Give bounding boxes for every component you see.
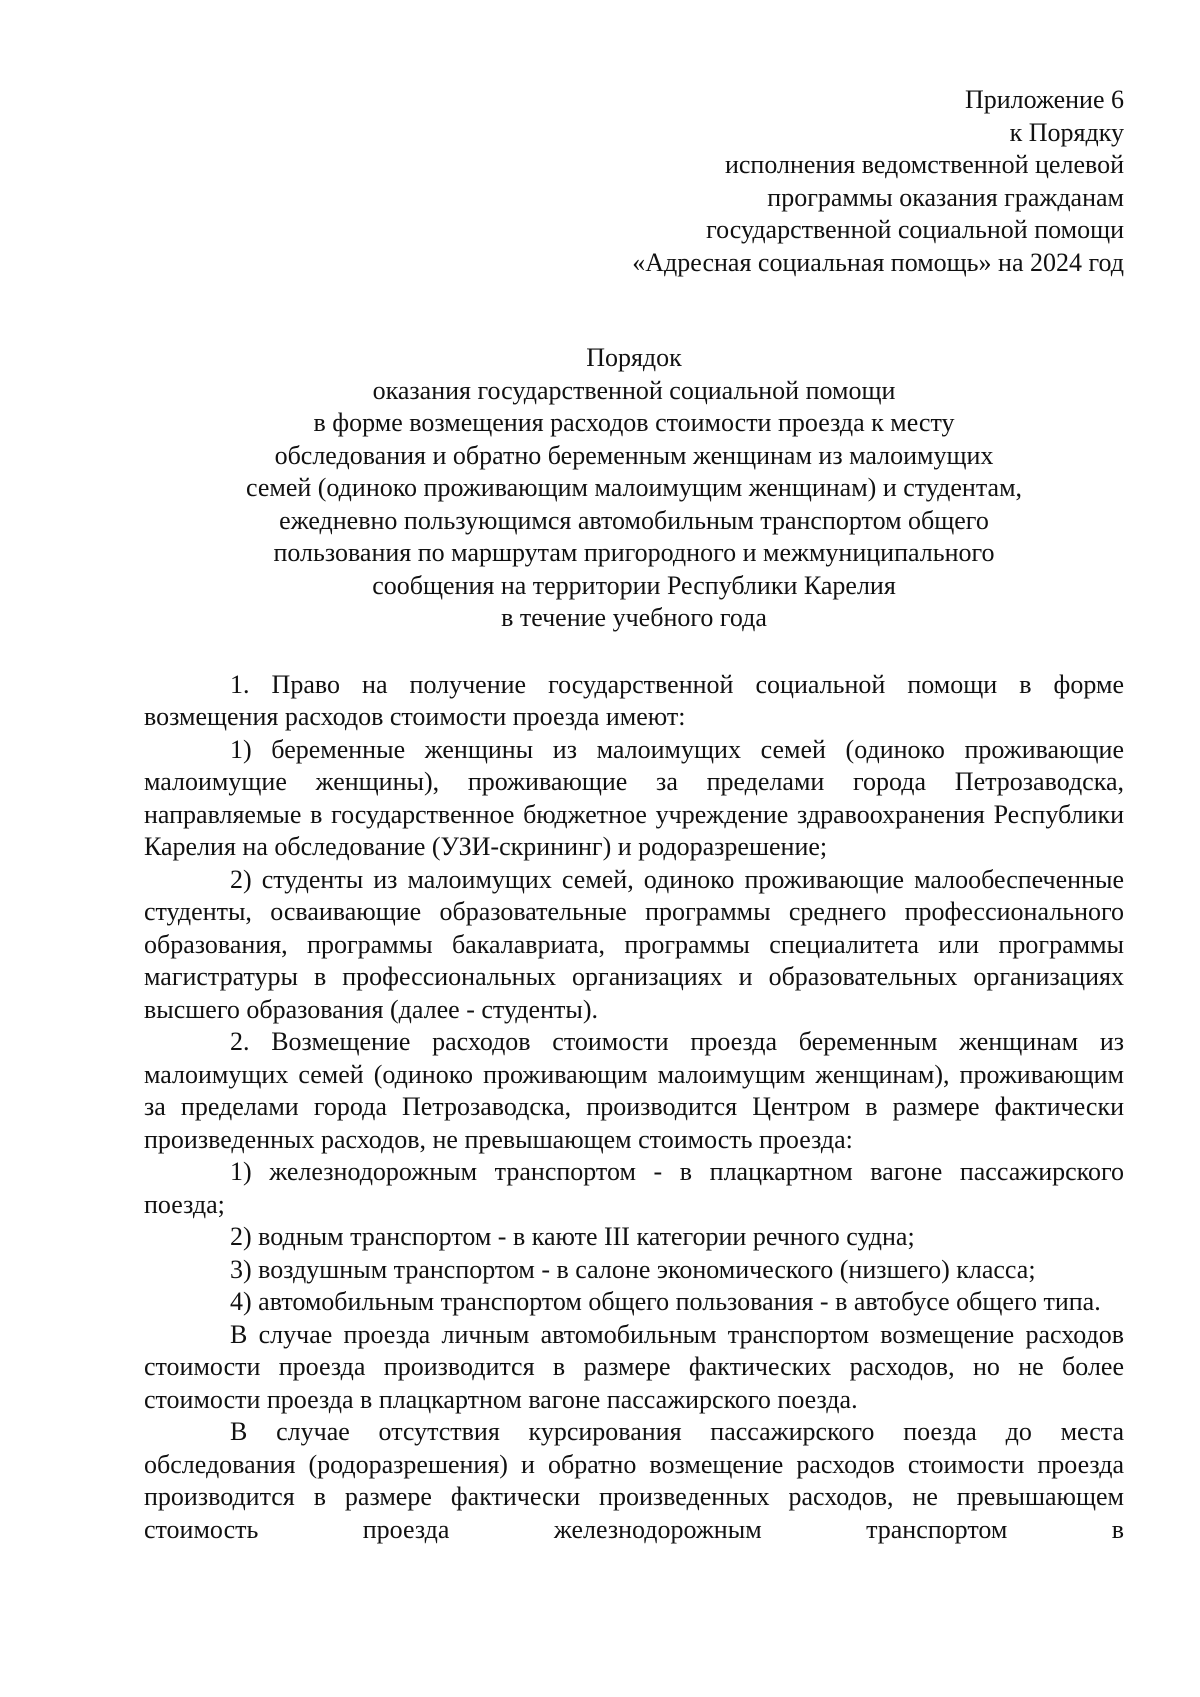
body-paragraph: 1. Право на получение государственной социальной помощи в форме возмещения расходов стоимости проезда имеют: — [144, 669, 1124, 731]
title-line: сообщения на территории Республики Карелия — [372, 570, 896, 600]
title-line: оказания государственной социальной помощи — [372, 375, 896, 405]
title-line: ежедневно пользующимся автомобильным транспортом общего — [279, 505, 989, 535]
body-paragraph: 2) студенты из малоимущих семей, одиноко проживающие малообеспеченные студенты, осваивающие образовательные программы среднего профессионального образования, программы бакалавриата, программы специалитета или программы магистратуры в профессиональных организациях и образовательных организациях высшего образования (далее - студенты). — [144, 864, 1124, 1024]
title-line: Порядок — [586, 343, 682, 372]
title-line: в форме возмещения расходов стоимости проезда к месту — [313, 408, 955, 437]
title-line: в течение учебного года — [501, 603, 767, 632]
title-line: семей (одиноко проживающим малоимущим женщинам) и студентам, — [245, 473, 1023, 502]
body-paragraph: 3) воздушным транспортом - в салоне экономического (низшего) класса; — [230, 1254, 1036, 1284]
body-paragraph: 4) автомобильным транспортом общего пользования - в автобусе общего типа. — [230, 1287, 1101, 1316]
annex-line: программы оказания гражданам — [767, 182, 1124, 212]
title-line: пользования по маршрутам пригородного и межмуниципального — [273, 538, 995, 567]
body-paragraph: В случае отсутствия курсирования пассажирского поезда до места обследования (родоразрешения) и обратно возмещение расходов стоимости проезда производится в размере фактически произведенных расходов, не превышающем стоимость проезда железнодорожным транспортом в — [144, 1417, 1124, 1544]
title-line: обследования и обратно беременным женщинам из малоимущих — [274, 440, 994, 470]
annex-line: «Адресная социальная помощь» на 2024 год — [632, 247, 1124, 277]
annex-header — [144, 84, 1124, 279]
annex-line: к Порядку — [1009, 117, 1124, 147]
document-title — [144, 342, 1124, 635]
body-paragraph: В случае проезда личным автомобильным транспортом возмещение расходов стоимости проезда производится в размере фактических расходов, но не более стоимости проезда в плацкартном вагоне пассажирского поезда. — [144, 1319, 1124, 1414]
body-paragraph: 2) водным транспортом - в каюте III категории речного судна; — [230, 1222, 915, 1251]
body-paragraph: 1) беременные женщины из малоимущих семей (одиноко проживающие малоимущие женщины), проживающие за пределами города Петрозаводска, направляемые в государственное бюджетное учреждение здравоохранения Республики Карелия на обследование (УЗИ-скрининг) и родоразрешение; — [144, 734, 1124, 861]
body-paragraph: 2. Возмещение расходов стоимости проезда беременным женщинам из малоимущих семей (одиноко проживающим малоимущим женщинам), проживающим за пределами города Петрозаводска, производится Центром в размере фактически произведенных расходов, не превышающем стоимость проезда: — [144, 1027, 1124, 1154]
annex-line: исполнения ведомственной целевой — [724, 150, 1124, 179]
annex-line: Приложение 6 — [964, 85, 1124, 114]
annex-line: государственной социальной помощи — [706, 215, 1124, 244]
document-body — [144, 669, 1124, 1547]
document-page — [144, 84, 1124, 1546]
body-paragraph: 1) железнодорожным транспортом - в плацкартном вагоне пассажирского поезда; — [144, 1157, 1124, 1219]
